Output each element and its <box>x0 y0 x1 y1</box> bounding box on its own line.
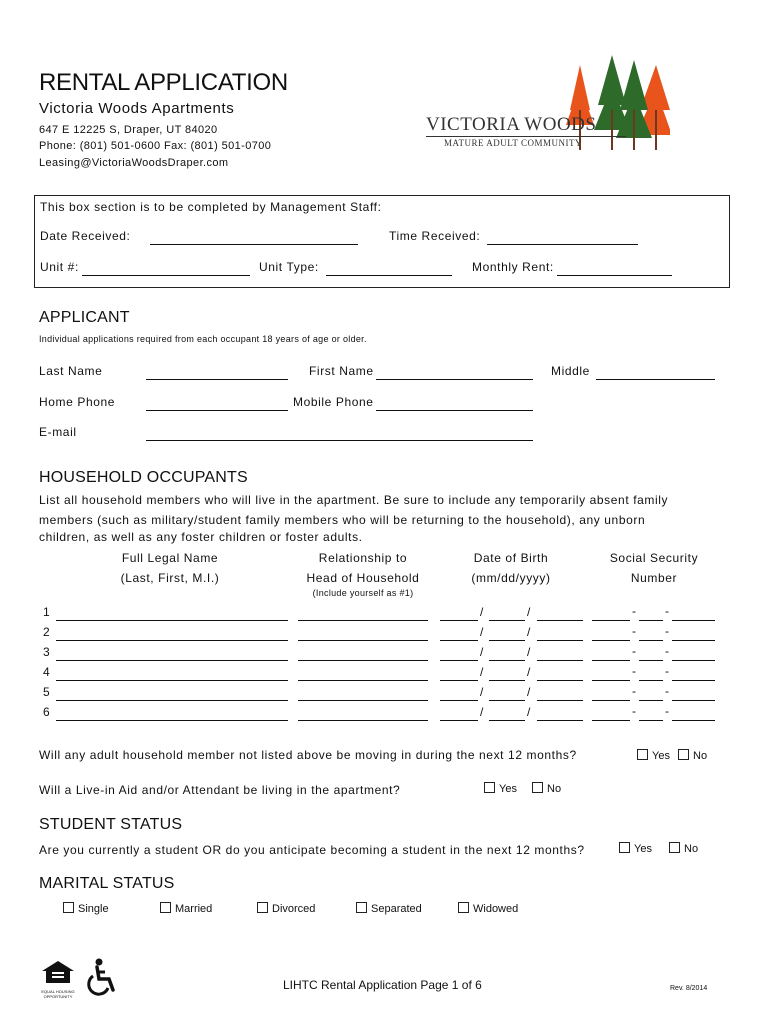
monthly-rent-field[interactable] <box>557 275 672 276</box>
row-number: 5 <box>43 685 51 699</box>
col-name-header-2: (Last, First, M.I.) <box>120 571 220 585</box>
unit-no-field[interactable] <box>82 275 250 276</box>
divorced-label: Divorced <box>272 903 316 915</box>
ssn-part3-field[interactable] <box>672 700 715 701</box>
household-intro-2: members (such as military/student family members who will be returning to the household), any unborn <box>39 513 646 527</box>
checkbox-icon[interactable] <box>678 749 689 760</box>
victoria-woods-logo <box>420 50 670 160</box>
equal-housing-logo <box>38 960 78 999</box>
separated-label: Separated <box>371 903 422 915</box>
property-name: Victoria Woods Apartments <box>39 100 235 117</box>
ssn-part1-field[interactable] <box>592 700 630 701</box>
col-ssn-header-2: Number <box>630 571 678 585</box>
dob-slash: / <box>527 685 531 699</box>
checkbox-icon[interactable] <box>458 902 469 913</box>
ssn-part2-field[interactable] <box>639 720 663 721</box>
home-phone-field[interactable] <box>146 410 288 411</box>
relationship-field[interactable] <box>298 640 428 641</box>
ssn-part2-field[interactable] <box>639 680 663 681</box>
dob-day-field[interactable] <box>489 620 525 621</box>
middle-label: Middle <box>551 364 590 378</box>
checkbox-icon[interactable] <box>356 902 367 913</box>
dob-slash: / <box>527 645 531 659</box>
household-intro-1: List all household members who will live in the apartment. Be sure to include any temporarily absent family <box>39 493 669 507</box>
student-heading: STUDENT STATUS <box>39 816 183 833</box>
accessibility-logo <box>84 958 120 1001</box>
marital-heading: MARITAL STATUS <box>39 875 175 892</box>
student-no[interactable] <box>669 842 698 855</box>
adult-moving-question: Will any adult household member not listed above be moving in during the next 12 months? <box>39 748 577 762</box>
ssn-dash: - <box>632 644 637 658</box>
last-name-field[interactable] <box>146 379 288 380</box>
row-number: 4 <box>43 665 51 679</box>
middle-field[interactable] <box>596 379 715 380</box>
ssn-dash: - <box>665 664 670 678</box>
marital-married[interactable] <box>160 902 212 915</box>
ssn-part3-field[interactable] <box>672 640 715 641</box>
widowed-label: Widowed <box>473 903 519 915</box>
dob-slash: / <box>480 645 484 659</box>
ssn-dash: - <box>632 624 637 638</box>
dob-year-field[interactable] <box>537 640 583 641</box>
mobile-phone-label: Mobile Phone <box>293 395 374 409</box>
dob-slash: / <box>527 665 531 679</box>
col-rel-header-2: Head of Household <box>306 571 420 585</box>
no-label: No <box>684 843 699 855</box>
unit-no-label: Unit #: <box>40 260 79 274</box>
ssn-part2-field[interactable] <box>639 660 663 661</box>
unit-type-label: Unit Type: <box>259 260 319 274</box>
relationship-field[interactable] <box>298 700 428 701</box>
col-dob-header-2: (mm/dd/yyyy) <box>471 571 551 585</box>
ssn-dash: - <box>632 604 637 618</box>
occupant-name-field[interactable] <box>56 640 288 641</box>
occupant-name-field[interactable] <box>56 660 288 661</box>
occupant-name-field[interactable] <box>56 620 288 621</box>
dob-year-field[interactable] <box>537 660 583 661</box>
ssn-part3-field[interactable] <box>672 720 715 721</box>
checkbox-icon[interactable] <box>160 902 171 913</box>
revision-date: Rev. 8/2014 <box>670 985 708 992</box>
dob-slash: / <box>480 685 484 699</box>
student-question: Are you currently a student OR do you anticipate becoming a student in the next 12 months? <box>39 843 585 857</box>
yes-label: Yes <box>652 750 670 762</box>
adult-moving-no[interactable] <box>678 749 707 762</box>
mobile-phone-field[interactable] <box>376 410 533 411</box>
row-number: 6 <box>43 705 51 719</box>
date-received-label: Date Received: <box>40 229 131 243</box>
date-received-field[interactable] <box>150 244 358 245</box>
checkbox-icon[interactable] <box>532 782 543 793</box>
ssn-dash: - <box>632 684 637 698</box>
ssn-part1-field[interactable] <box>592 640 630 641</box>
checkbox-icon[interactable] <box>669 842 680 853</box>
occupant-name-field[interactable] <box>56 720 288 721</box>
ssn-dash: - <box>665 684 670 698</box>
wheelchair-icon <box>84 958 120 996</box>
logo-tagline: MATURE ADULT COMMUNITY <box>444 138 583 148</box>
dob-slash: / <box>480 605 484 619</box>
dob-year-field[interactable] <box>537 720 583 721</box>
dob-slash: / <box>527 625 531 639</box>
eho-text: EQUAL HOUSING OPPORTUNITY <box>41 989 75 999</box>
dob-day-field[interactable] <box>489 640 525 641</box>
relationship-field[interactable] <box>298 680 428 681</box>
dob-month-field[interactable] <box>440 640 478 641</box>
occupant-name-field[interactable] <box>56 700 288 701</box>
property-phone-fax: Phone: (801) 501-0600 Fax: (801) 501-0700 <box>39 140 272 152</box>
marital-single[interactable] <box>63 902 109 915</box>
property-email: Leasing@VictoriaWoodsDraper.com <box>39 157 229 169</box>
ssn-dash: - <box>632 664 637 678</box>
logo-name: VICTORIA WOODS <box>426 114 597 135</box>
yes-label: Yes <box>499 783 517 795</box>
ssn-part1-field[interactable] <box>592 720 630 721</box>
checkbox-icon[interactable] <box>63 902 74 913</box>
applicant-heading: APPLICANT <box>39 309 130 326</box>
monthly-rent-label: Monthly Rent: <box>472 260 554 274</box>
ssn-dash: - <box>665 704 670 718</box>
dob-year-field[interactable] <box>537 700 583 701</box>
applicant-note: Individual applications required from each occupant 18 years of age or older. <box>39 334 367 344</box>
dob-year-field[interactable] <box>537 680 583 681</box>
adult-moving-yes[interactable] <box>637 749 670 762</box>
ssn-part3-field[interactable] <box>672 680 715 681</box>
home-phone-label: Home Phone <box>39 395 116 409</box>
dob-month-field[interactable] <box>440 700 478 701</box>
ssn-part3-field[interactable] <box>672 660 715 661</box>
equal-housing-icon <box>38 960 78 984</box>
col-rel-note: (Include yourself as #1) <box>312 588 414 598</box>
last-name-label: Last Name <box>39 364 103 378</box>
dob-slash: / <box>480 665 484 679</box>
marital-divorced[interactable] <box>257 902 315 915</box>
marital-separated[interactable] <box>356 902 422 915</box>
ssn-dash: - <box>665 624 670 638</box>
col-name-header-1: Full Legal Name <box>121 551 219 565</box>
checkbox-icon[interactable] <box>619 842 630 853</box>
live-in-aid-no[interactable] <box>532 782 561 795</box>
col-rel-header-1: Relationship to <box>318 551 408 565</box>
page-footer: LIHTC Rental Application Page 1 of 6 <box>283 978 482 992</box>
ssn-part2-field[interactable] <box>639 620 663 621</box>
ssn-part1-field[interactable] <box>592 660 630 661</box>
time-received-label: Time Received: <box>389 229 481 243</box>
ssn-dash: - <box>632 704 637 718</box>
household-heading: HOUSEHOLD OCCUPANTS <box>39 469 248 486</box>
dob-day-field[interactable] <box>489 700 525 701</box>
first-name-label: First Name <box>309 364 374 378</box>
row-number: 3 <box>43 645 51 659</box>
checkbox-icon[interactable] <box>257 902 268 913</box>
married-label: Married <box>175 903 213 915</box>
row-number: 2 <box>43 625 51 639</box>
logo-underline <box>426 136 626 137</box>
dob-slash: / <box>527 605 531 619</box>
row-number: 1 <box>43 605 51 619</box>
dob-month-field[interactable] <box>440 720 478 721</box>
yes-label: Yes <box>634 843 652 855</box>
checkbox-icon[interactable] <box>484 782 495 793</box>
dob-day-field[interactable] <box>489 660 525 661</box>
student-yes[interactable] <box>619 842 652 855</box>
staff-box-heading: This box section is to be completed by Management Staff: <box>40 200 382 214</box>
no-label: No <box>547 783 562 795</box>
ssn-part2-field[interactable] <box>639 700 663 701</box>
checkbox-icon[interactable] <box>637 749 648 760</box>
dob-month-field[interactable] <box>440 620 478 621</box>
email-field[interactable] <box>146 440 533 441</box>
ssn-part1-field[interactable] <box>592 620 630 621</box>
occupant-name-field[interactable] <box>56 680 288 681</box>
household-intro-3: children, as well as any foster children or foster adults. <box>39 530 363 544</box>
live-in-aid-question: Will a Live-in Aid and/or Attendant be living in the apartment? <box>39 783 401 797</box>
no-label: No <box>693 750 708 762</box>
marital-widowed[interactable] <box>458 902 518 915</box>
col-dob-header-1: Date of Birth <box>473 551 549 565</box>
dob-day-field[interactable] <box>489 720 525 721</box>
dob-month-field[interactable] <box>440 680 478 681</box>
dob-slash: / <box>480 705 484 719</box>
relationship-field[interactable] <box>298 720 428 721</box>
first-name-field[interactable] <box>376 379 533 380</box>
relationship-field[interactable] <box>298 660 428 661</box>
time-received-field[interactable] <box>487 244 638 245</box>
ssn-part2-field[interactable] <box>639 640 663 641</box>
live-in-aid-yes[interactable] <box>484 782 517 795</box>
ssn-part1-field[interactable] <box>592 680 630 681</box>
dob-year-field[interactable] <box>537 620 583 621</box>
page-title: RENTAL APPLICATION <box>39 69 288 96</box>
email-label: E-mail <box>39 425 77 439</box>
single-label: Single <box>78 903 109 915</box>
ssn-dash: - <box>665 644 670 658</box>
property-address: 647 E 12225 S, Draper, UT 84020 <box>39 124 218 136</box>
dob-month-field[interactable] <box>440 660 478 661</box>
dob-slash: / <box>480 625 484 639</box>
ssn-dash: - <box>665 604 670 618</box>
unit-type-field[interactable] <box>326 275 452 276</box>
relationship-field[interactable] <box>298 620 428 621</box>
col-ssn-header-1: Social Security <box>609 551 699 565</box>
dob-slash: / <box>527 705 531 719</box>
ssn-part3-field[interactable] <box>672 620 715 621</box>
dob-day-field[interactable] <box>489 680 525 681</box>
